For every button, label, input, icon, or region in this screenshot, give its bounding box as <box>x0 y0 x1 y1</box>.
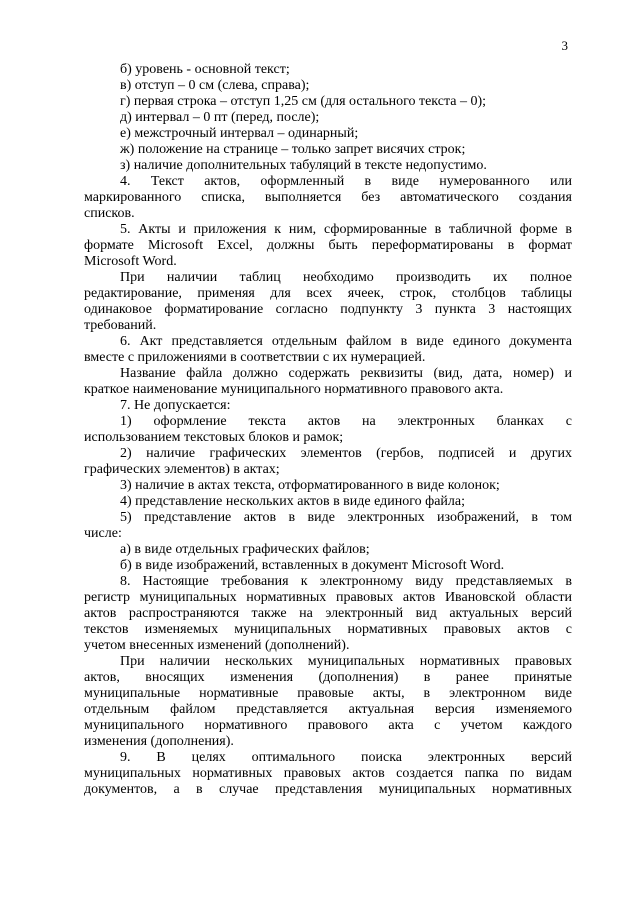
text-line: 6. Акт представляется отдельным файлом в виде единого документа <box>120 334 572 349</box>
text-line: д) интервал – 0 пт (перед, после); <box>120 110 320 125</box>
text-line: 1) оформление текста актов на электронных бланках с <box>120 414 572 429</box>
text-line: 2) наличие графических элементов (гербов, подписей и других <box>120 446 572 461</box>
text-line: муниципальных нормативных правовых актов создается папка по видам <box>84 766 572 781</box>
text-line: числе: <box>84 526 122 541</box>
text-line: е) межстрочный интервал – одинарный; <box>120 126 359 141</box>
text-line: графических элементов) в актах; <box>84 462 280 477</box>
text-line: б) уровень - основной текст; <box>120 62 290 77</box>
text-line: регистр муниципальных нормативных правовых актов Ивановской области <box>84 590 572 605</box>
text-line: ж) положение на странице – только запрет висячих строк; <box>120 142 466 157</box>
page-number: 3 <box>561 38 568 53</box>
text-line: 5) представление актов в виде электронных изображений, в том <box>120 510 572 525</box>
text-line: текстов изменяемых муниципальных нормативных правовых актов с <box>84 622 572 637</box>
text-line: 7. Не допускается: <box>120 398 231 413</box>
text-line: актов, вносящих изменения (дополнения) в ранее принятые <box>84 670 572 685</box>
text-line: вместе с приложениями в соответствии с их нумерацией. <box>84 350 426 365</box>
document-body <box>84 62 572 798</box>
text-line: формате Microsoft Excel, должны быть переформатированы в формат <box>84 238 572 253</box>
text-line: списков. <box>84 206 135 221</box>
text-line: б) в виде изображений, вставленных в документ Microsoft Word. <box>120 558 505 573</box>
text-line: маркированного списка, выполняется без автоматического создания <box>84 190 572 205</box>
text-line: краткое наименование муниципального нормативного правового акта. <box>84 382 504 397</box>
text-line: Microsoft Word. <box>84 254 177 269</box>
text-line: актов распространяются также на электронный вид актуальных версий <box>84 606 572 621</box>
text-line: При наличии таблиц необходимо производить их полное <box>120 270 572 285</box>
text-line: 8. Настоящие требования к электронному виду представляемых в <box>120 574 572 589</box>
text-line: использованием текстовых блоков и рамок; <box>84 430 344 445</box>
text-line: з) наличие дополнительных табуляций в тексте недопустимо. <box>120 158 487 173</box>
text-line: учетом внесенных изменений (дополнений). <box>84 638 350 653</box>
text-line: 9. В целях оптимального поиска электронных версий <box>120 750 572 765</box>
text-line: 3) наличие в актах текста, отформатированного в виде колонок; <box>120 478 500 493</box>
text-line: муниципальные нормативные правовые акты, в электронном виде <box>84 686 572 701</box>
text-line: Название файла должно содержать реквизиты (вид, дата, номер) и <box>120 366 572 381</box>
text-line: изменения (дополнения). <box>84 734 234 749</box>
text-line: г) первая строка – отступ 1,25 см (для остального текста – 0); <box>120 94 487 109</box>
text-line: в) отступ – 0 см (слева, справа); <box>120 78 310 93</box>
text-line: 4) представление нескольких актов в виде единого файла; <box>120 494 466 509</box>
text-line: 4. Текст актов, оформленный в виде нумерованного или <box>120 174 572 189</box>
text-line: отдельным файлом представляется актуальная версия изменяемого <box>84 702 572 717</box>
text-line: муниципального нормативного правового акта с учетом каждого <box>84 718 572 733</box>
text-line: требований. <box>84 318 157 333</box>
text-line: документов, а в случае представления муниципальных нормативных <box>84 782 572 797</box>
text-line: При наличии нескольких муниципальных нормативных правовых <box>120 654 572 669</box>
text-line: 5. Акты и приложения к ним, сформированные в табличной форме в <box>120 222 572 237</box>
text-line: одинаковое форматирование согласно подпункту 3 пункта 3 настоящих <box>84 302 572 317</box>
text-line: редактирование, применяя для всех ячеек, строк, столбцов таблицы <box>84 286 572 301</box>
text-line: а) в виде отдельных графических файлов; <box>120 542 370 557</box>
